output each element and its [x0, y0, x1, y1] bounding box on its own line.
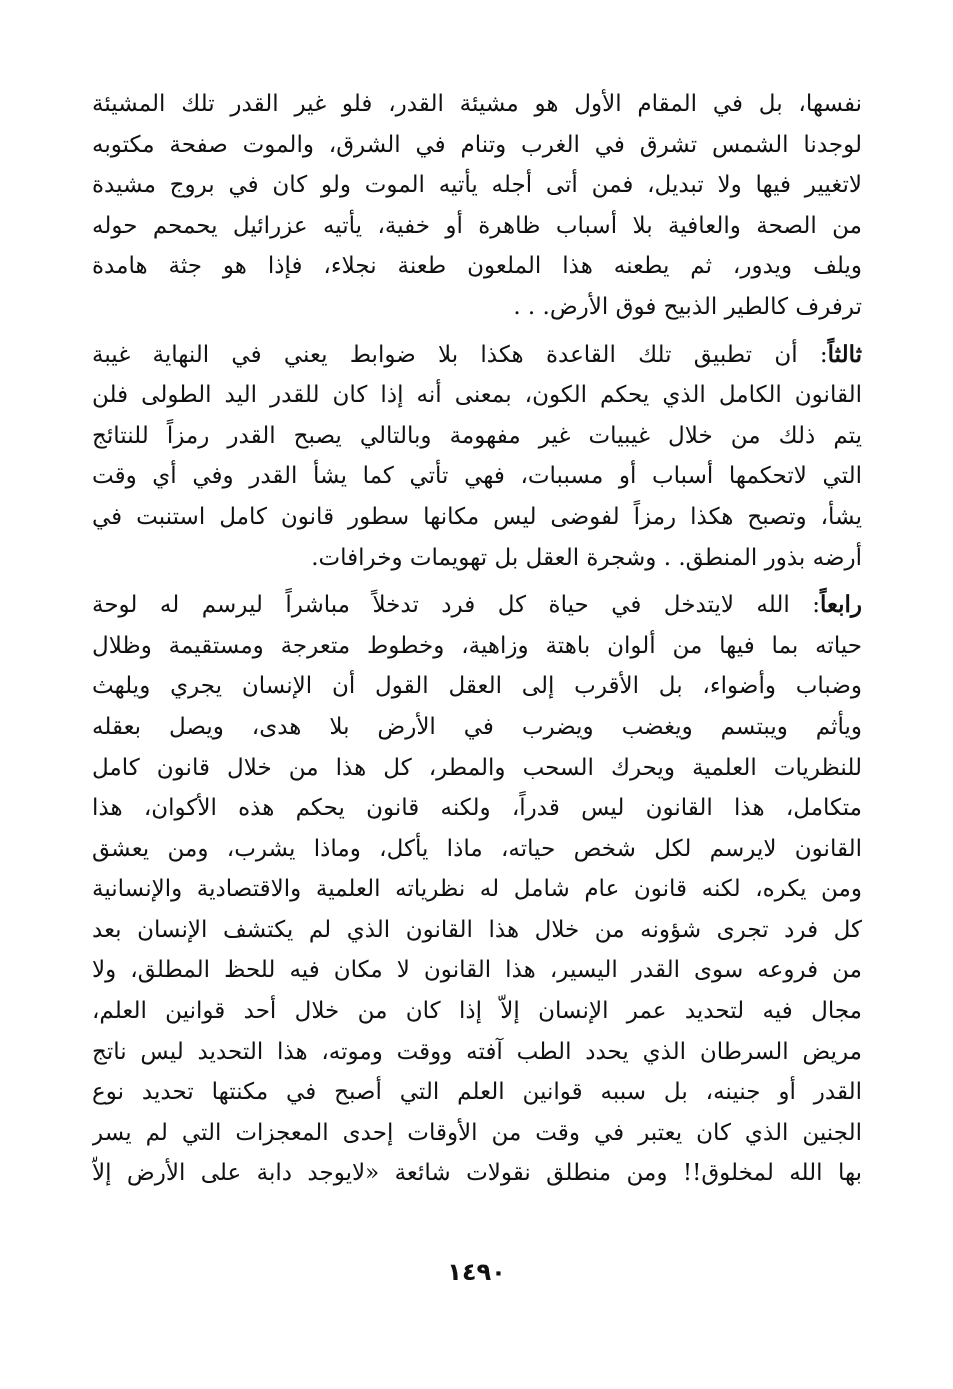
text-line: التي لاتحكمها أسباب أو مسببات، فهي تأتي كما يشأ القدر وفي أي وقت: [92, 463, 862, 490]
text-line: كل فرد تجرى شؤونه من خلال هذا القانون الذي لم يكتشف الإنسان بعد: [92, 916, 862, 943]
text-line: لاتغيير فيها ولا تبديل، فمن أتى أجله يأتيه الموت ولو كان في بروج مشيدة: [92, 172, 862, 199]
text-line: متكامل، هذا القانون ليس قدراً، ولكنه قانون يحكم هذه الأكوان، هذا: [92, 795, 862, 822]
text-line: من الصحة والعافية بلا أسباب ظاهرة أو خفية، يأتيه عزرائيل يحمحم حوله: [92, 212, 862, 239]
page-number: ١٤٩٠: [447, 1258, 506, 1286]
text-line: للنظريات العلمية ويحرك السحب والمطر، كل هذا من خلال قانون كامل: [92, 754, 862, 781]
paragraph-3: [92, 585, 862, 1194]
paragraph-1: [92, 84, 862, 328]
paragraph-lead: ثالثاً: [827, 340, 862, 368]
text-line: مجال فيه لتحديد عمر الإنسان إلاّ إذا كان من خلال أحد قوانين العلم،: [92, 998, 862, 1025]
text-line: بها الله لمخلوق!! ومن منطلق نقولات شائعة «لايوجد دابة على الأرض إلاّ: [92, 1160, 862, 1187]
paragraph-2: [92, 335, 862, 579]
text-line: نفسها، بل في المقام الأول هو مشيئة القدر، فلو غير القدر تلك المشيئة: [92, 91, 862, 117]
text-line: حياته بما فيها من ألوان باهتة وزاهية، وخطوط متعرجة ومستقيمة وظلال: [92, 632, 862, 659]
text-line: الجنين الذي كان يعتبر في وقت من الأوقات إحدى المعجزات التي لم يسر: [92, 1119, 862, 1146]
text-line-with-lead: [92, 335, 862, 376]
text-line: القانون الكامل الذي يحكم الكون، بمعنى أنه إذا كان للقدر اليد الطولى فلن: [92, 382, 862, 409]
text-line: القانون لايرسم لكل شخص حياته، ماذا يأكل، وماذا يشرب، ومن يعشق: [92, 835, 862, 862]
text-line: القدر أو جنينه، بل سببه قوانين العلم التي أصبح في مكنتها تحديد نوع: [92, 1079, 862, 1106]
text-line: أرضه بذور المنطق. . وشجرة العقل بل تهويمات وخرافات.: [311, 544, 862, 571]
text-line: ومن يكره، لكنه قانون عام شامل له نظرياته العلمية والاقتصادية والإنسانية: [92, 876, 862, 903]
text-line-with-lead: [92, 585, 862, 626]
text-line: ويلف ويدور، ثم يطعنه هذا الملعون طعنة نجلاء، فإذا هو جثة هامدة: [92, 253, 862, 280]
text-line: يشأ، وتصبح هكذا رمزاً لفوضى ليس مكانها سطور قانون كامل استنبت في: [92, 503, 862, 530]
text-line-rest: : أن تطبيق تلك القاعدة هكذا بلا ضوابط يعني في النهاية غيبة: [92, 341, 828, 368]
page-body: [92, 84, 862, 1194]
text-line: وضباب وأضواء، بل الأقرب إلى العقل القول أن الإنسان يجري ويلهث: [92, 673, 862, 700]
text-line: من فروعه سوى القدر اليسير، هذا القانون لا مكان فيه للحظ المطلق، ولا: [92, 957, 862, 984]
text-line: ترفرف كالطير الذبيح فوق الأرض. . .: [513, 293, 862, 320]
text-line: مريض السرطان الذي يحدد الطب آفته ووقت وموته، هذا التحديد ليس ناتج: [92, 1038, 862, 1065]
text-line: ويأثم ويبتسم ويغضب ويضرب في الأرض بلا هدى، ويصل بعقله: [92, 713, 862, 740]
text-line: لوجدنا الشمس تشرق في الغرب وتنام في الشرق، والموت صفحة مكتوبه: [92, 131, 862, 158]
paragraph-lead: رابعاً: [819, 591, 862, 619]
text-line: يتم ذلك من خلال غيبيات غير مفهومة وبالتالي يصبح القدر رمزاً للنتائج: [92, 422, 862, 449]
text-line-rest: : الله لايتدخل في حياة كل فرد تدخلاً مباشراً ليرسم له لوحة: [92, 592, 820, 619]
